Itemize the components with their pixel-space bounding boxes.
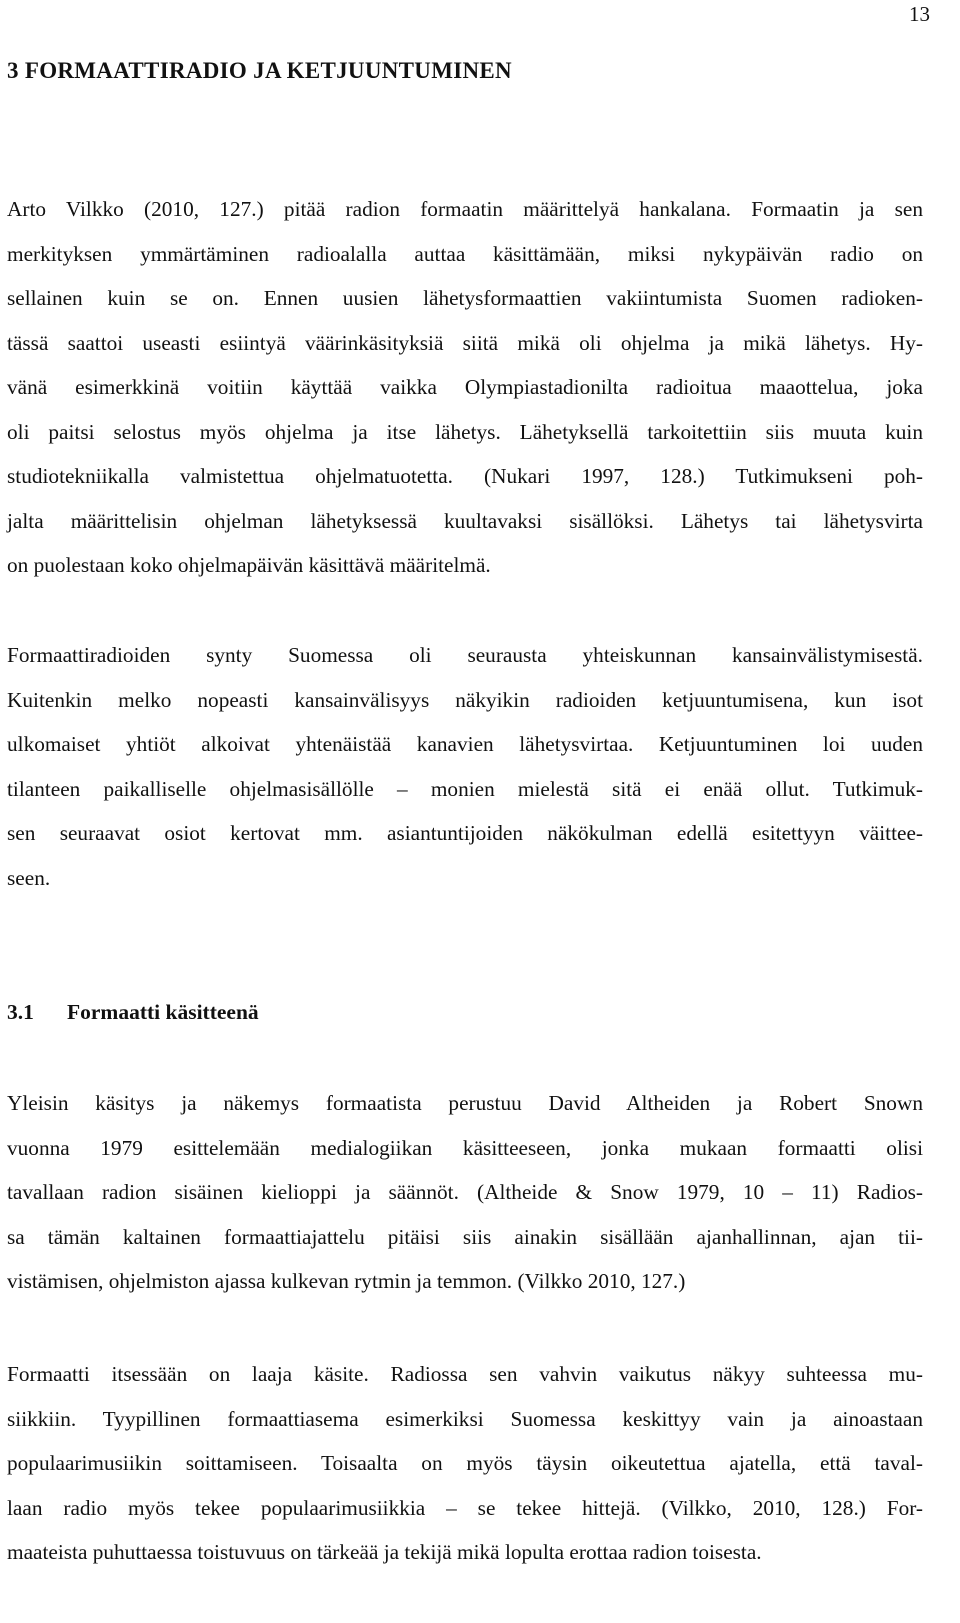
text-line: maateista puhuttaessa toistuvuus on tärkeää ja tekijä mikä lopulta erottaa radion toisesta. <box>7 1540 762 1564</box>
text-line: sen seuraavat osiot kertovat mm. asiantuntijoiden näkökulman edellä esitettyyn väittee- <box>7 821 923 845</box>
text-line: on puolestaan koko ohjelmapäivän käsittävä määritelmä. <box>7 553 491 577</box>
text-line: vistämisen, ohjelmiston ajassa kulkevan rytmin ja temmon. (Vilkko 2010, 127.) <box>7 1269 686 1293</box>
text-line: vuonna 1979 esittelemään medialogiikan käsitteeseen, jonka mukaan formaatti olisi <box>7 1135 923 1160</box>
text-line: Formaatti itsessään on laaja käsite. Radiossa sen vahvin vaikutus näkyy suhteessa mu- <box>7 1362 923 1386</box>
section-title: Formaatti käsitteenä <box>67 1000 259 1024</box>
text-line: Kuitenkin melko nopeasti kansainvälisyys näkyikin radioiden ketjuuntumisena, kun isot <box>7 687 923 712</box>
paragraph-format-music <box>7 1352 923 1575</box>
chapter-heading: 3 FORMAATTIRADIO JA KETJUUNTUMINEN <box>7 58 512 83</box>
text-line: tavallaan radion sisäinen kielioppi ja säännöt. (Altheide & Snow 1979, 10 – 11) Radios- <box>7 1180 923 1204</box>
text-line: vänä esimerkkinä voitiin käyttää vaikka Olympiastadionilta radioitua maaottelua, joka <box>7 375 923 399</box>
text-line: studiotekniikalla valmistettua ohjelmatuotetta. (Nukari 1997, 128.) Tutkimukseni poh- <box>7 464 923 488</box>
text-line: seen. <box>7 865 51 890</box>
page-number: 13 <box>909 2 930 26</box>
text-line: laan radio myös tekee populaarimusiikkia – se tekee hittejä. (Vilkko, 2010, 128.) For- <box>7 1495 923 1520</box>
text-line: Formaattiradioiden synty Suomessa oli seurausta yhteiskunnan kansainvälistymisestä. <box>7 643 923 667</box>
text-line: sa tämän kaltainen formaattiajattelu pitäisi siis ainakin sisällään ajanhallinnan, ajan tii- <box>7 1224 923 1249</box>
text-line: oli paitsi selostus myös ohjelma ja itse lähetys. Lähetyksellä tarkoitettiin siis muuta kuin <box>7 419 923 444</box>
text-line: Yleisin käsitys ja näkemys formaatista perustuu David Altheiden ja Robert Snown <box>7 1091 923 1115</box>
text-line: Arto Vilkko (2010, 127.) pitää radion formaatin määrittelyä hankalana. Formaatin ja sen <box>7 197 923 221</box>
text-line: merkityksen ymmärtäminen radioalalla auttaa käsittämään, miksi nykypäivän radio on <box>7 241 923 266</box>
text-line: populaarimusiikin soittamiseen. Toisaalta on myös täysin oikeutettua ajatella, että taval- <box>7 1451 923 1475</box>
text-line: siikkiin. Tyypillinen formaattiasema esimerkiksi Suomessa keskittyy vain ja ainoastaan <box>7 1406 923 1431</box>
paragraph-format-definition <box>7 187 923 588</box>
section-heading <box>7 1000 259 1025</box>
text-line: ulkomaiset yhtiöt alkoivat yhtenäistää kanavien lähetysvirtaa. Ketjuuntuminen loi uuden <box>7 732 923 756</box>
paragraph-media-logic <box>7 1081 923 1304</box>
section-number: 3.1 <box>7 1000 34 1024</box>
text-line: tässä saattoi useasti esiintyä väärinkäsityksiä siitä mikä oli ohjelma ja mikä lähetys. Hy- <box>7 330 923 355</box>
text-line: tilanteen paikalliselle ohjelmasisällölle – monien mielestä sitä ei enää ollut. Tutkimuk- <box>7 776 923 801</box>
text-line: sellainen kuin se on. Ennen uusien lähetysformaattien vakiintumista Suomen radioken- <box>7 286 923 310</box>
text-line: jalta määrittelisin ohjelman lähetyksessä kuultavaksi sisällöksi. Lähetys tai lähetysvirta <box>7 508 923 533</box>
paragraph-format-radio-origin <box>7 633 923 900</box>
